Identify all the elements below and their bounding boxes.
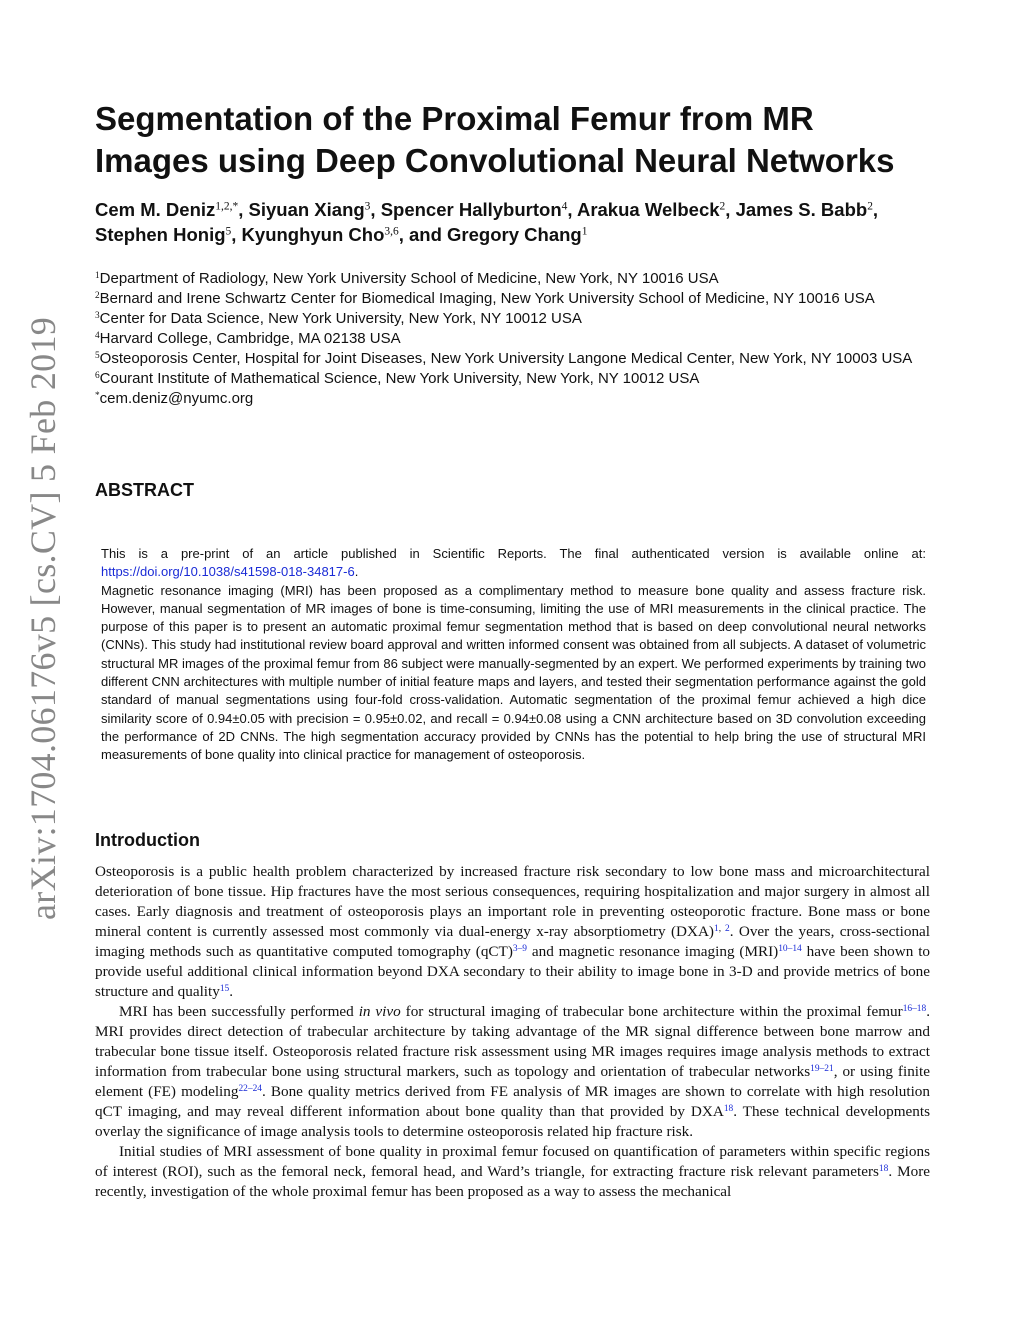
author-name: Arakua Welbeck — [576, 199, 720, 220]
body-text: . MRI provides direct detection of trabecular architecture by taking advantage of the MR signal difference between bone marrow and trabecular bone tissue itself. Osteoporosis related fracture risk assessment using MR images requires image analysis methods to extract information from trabecular bone using structural markers, such as topology and orientation of trabecular networks — [95, 1003, 930, 1080]
citation-link[interactable]: 16–18 — [902, 1003, 927, 1014]
body-text: Initial studies of MRI assessment of bone quality in proximal femur focused on quantification of parameters within specific regions of interest (ROI), such as the femoral neck, femoral head, and Ward’s triangle, for extracting fracture risk relevant parameters — [95, 1143, 930, 1180]
intro-paragraph-3 — [95, 1142, 930, 1202]
abstract-text: with precision = — [264, 710, 365, 726]
body-text: . Over the years, cross-sectional imaging methods such as quantitative computed tomography (qCT) — [95, 923, 931, 960]
abstract-text: Magnetic resonance imaging (MRI) has been proposed as a complimentary method to measure bone quality and assess fracture risk. However, manual segmentation of MR images of bone is time-consuming, limiting the use of MRI measurements in the clinical practice. The purpose of this paper is to present an automatic proximal femur segmentation method that is based on deep convolutional neural networks (CNNs). This study had institutional review board approval and written informed consent was obtained from all subjects. A dataset of volumetric structural MR images of the proximal femur from 86 subject were manually-segmented by an expert. We performed experiments by training two different CNN architectures with multiple number of initial feature maps and layers, and tested their segmentation performance against the gold standard of manual segmentations using four-fold cross-validation. Automatic segmentation of the proximal femur achieved a high dice similarity score of — [101, 582, 926, 726]
preprint-end: . — [354, 564, 359, 580]
body-text: Osteoporosis is a public health problem characterized by increased fracture risk secondary to low bone mass and microarchitectural deterioration of bone tissue. Hip fractures have the most serious consequences, requiring hospitalization and major surgery in almost all cases. Early diagnosis and treatment of osteoporosis plays an important role in preventing osteoporotic fracture. Bone mass or bone mineral content is currently assessed most commonly via dual-energy x-ray absorptiometry (DXA) — [95, 863, 930, 940]
citation-link[interactable]: 22–24 — [238, 1083, 262, 1094]
affiliation-mark: 6 — [95, 370, 100, 381]
affiliation-text: Osteoporosis Center, Hospital for Joint Diseases, New York University Langone Medical Center, New York, NY 10003 USA — [99, 350, 913, 367]
affiliation-item — [95, 369, 945, 389]
citation-separator: , — [718, 923, 725, 934]
author-name: Spencer Hallyburton — [380, 199, 562, 220]
abstract-heading: ABSTRACT — [95, 480, 194, 500]
email-text: cem.deniz@nyumc.org — [99, 390, 254, 407]
title-line-1: Segmentation of the Proximal Femur from MR — [95, 100, 814, 137]
affiliation-text: Harvard College, Cambridge, MA 02138 USA — [99, 330, 401, 347]
citation-link[interactable]: 18 — [723, 1103, 734, 1114]
italic-term: in vivo — [358, 1003, 401, 1020]
citation-link[interactable]: 15 — [219, 983, 230, 994]
affiliation-item — [95, 329, 945, 349]
affiliation-text: Courant Institute of Mathematical Science, New York University, New York, NY 10012 USA — [99, 370, 700, 387]
body-text: for structural imaging of trabecular bone architecture within the proximal femur — [400, 1003, 903, 1020]
body-text: , or using finite element (FE) modeling — [95, 1063, 930, 1100]
author-name: Siyuan Xiang — [248, 199, 365, 220]
abstract-text: using a CNN architecture based on 3D convolution exceeding the performance of 2D CNNs. The high segmentation accuracy provided by CNNs has the potential to help bring the use of structural MRI measurements of bone quality into clinical practice for management of osteoporosis. — [101, 710, 926, 763]
affiliation-mark: 3 — [95, 310, 100, 321]
abstract-body — [101, 545, 926, 765]
body-text: . More recently, investigation of the whole proximal femur has been proposed as a way to assess the mechanical — [95, 1163, 931, 1200]
citation-link[interactable]: 18 — [878, 1163, 889, 1174]
citation-link[interactable]: 3–9 — [512, 943, 527, 954]
preprint-note — [101, 545, 926, 582]
introduction-heading: Introduction — [95, 830, 200, 850]
author-name: Cem M. Deniz — [95, 199, 216, 220]
corresponding-email — [95, 389, 945, 409]
author-affiliation-mark: 2 — [867, 200, 873, 213]
affiliation-text: Bernard and Irene Schwartz Center for Biomedical Imaging, New York University School of Medicine, NY 10016 USA — [99, 290, 875, 307]
body-text: MRI has been successfully performed — [119, 1003, 359, 1020]
body-text: have been shown to provide useful additional clinical information beyond DXA secondary to their ability to image bone in 3-D and provide metrics of bone structure and quality — [95, 943, 931, 1000]
title-line-2: Images using Deep Convolutional Neural Networks — [95, 142, 895, 179]
author-list: Cem M. Deniz$^{1,2,*}$, Siyuan Xiang$^3$, Spencer Hallyburton$^4$, Arakua Welbeck$^2$, James S. Babb$^2$, Stephen Honig$^5$, Kyunghyun Cho$^{3,6}$, and Gregory Chang$^1$ — [95, 199, 879, 245]
abstract-paragraph — [101, 582, 926, 765]
author-name: Stephen Honig — [95, 224, 226, 245]
affiliation-text: Center for Data Science, New York University, New York, NY 10012 USA — [99, 310, 582, 327]
preprint-text: This is a pre-print of an article published in Scientific Reports. The final authenticated version is available online at: — [101, 546, 926, 561]
paper-title — [95, 98, 955, 182]
author-affiliation-mark: 2 — [719, 200, 726, 213]
affiliation-item — [95, 289, 945, 309]
citation-link[interactable]: 2 — [724, 923, 730, 934]
author-affiliation-mark: 4 — [561, 200, 568, 213]
abstract-text: , and recall = — [422, 710, 504, 726]
author-name: James S. Babb — [735, 199, 868, 220]
body-text: . These technical developments overlay the significance of image analysis tools to determine osteoporosis related hip fracture risk. — [95, 1103, 930, 1140]
introduction-body — [95, 862, 930, 1202]
author-affiliation-mark: 3 — [364, 200, 371, 213]
body-text: . — [229, 983, 234, 1000]
author-affiliation-mark: 5 — [225, 225, 232, 238]
intro-paragraph-1 — [95, 862, 930, 1002]
author-affiliation-mark: 1 — [581, 225, 588, 238]
body-text: and magnetic resonance imaging (MRI) — [527, 943, 779, 960]
dice-score: 0.94±0.05 — [207, 710, 265, 726]
citation-link[interactable]: 10–14 — [778, 943, 802, 954]
affiliation-list — [95, 269, 945, 409]
affiliation-item — [95, 349, 945, 369]
author-affiliation-mark: 1,2,* — [215, 200, 239, 213]
doi-link[interactable]: https://doi.org/10.1038/s41598-018-34817-6 — [101, 564, 355, 580]
affiliation-item — [95, 309, 945, 329]
affiliation-mark: 2 — [95, 290, 100, 301]
author-affiliation-mark: 3,6 — [384, 225, 399, 238]
citation-link[interactable]: 19–21 — [810, 1063, 834, 1074]
author-conjunction: and — [409, 224, 442, 245]
intro-paragraph-2 — [95, 1002, 930, 1142]
arxiv-identifier: arXiv:1704.06176v5 [cs.CV] 5 Feb 2019 — [23, 316, 63, 920]
author-name: Kyunghyun Cho — [241, 224, 385, 245]
affiliation-mark: * — [95, 390, 100, 401]
author-name: Gregory Chang — [447, 224, 582, 245]
recall-value: 0.94±0.08 — [503, 710, 562, 726]
affiliation-mark: 5 — [95, 350, 100, 361]
affiliation-item — [95, 269, 945, 289]
citation-link[interactable]: 1 — [713, 923, 719, 934]
precision-value: 0.95±0.02 — [364, 710, 423, 726]
affiliation-mark: 1 — [95, 270, 100, 281]
body-text: . Bone quality metrics derived from FE analysis of MR images are shown to correlate with high resolution qCT imaging, and may reveal different information about bone quality than that provided by DXA — [95, 1083, 930, 1120]
affiliation-mark: 4 — [95, 330, 100, 341]
affiliation-text: Department of Radiology, New York University School of Medicine, New York, NY 10016 USA — [99, 270, 719, 287]
